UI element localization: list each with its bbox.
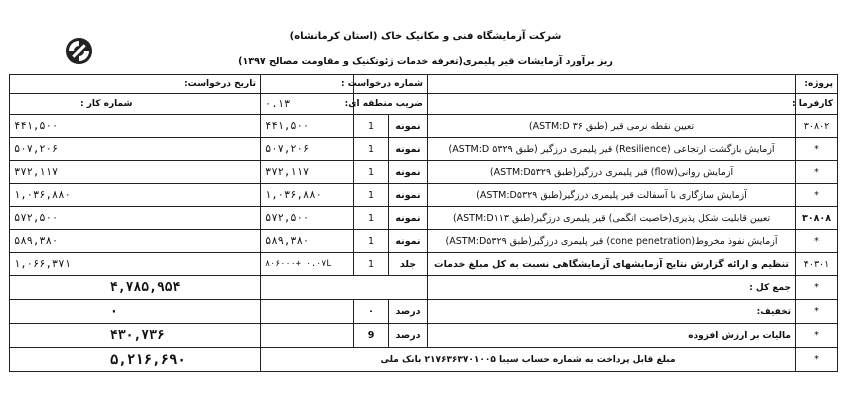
- item-code: *: [796, 184, 838, 207]
- item-unit: نمونه: [389, 207, 428, 230]
- item-qty: 1: [354, 115, 389, 138]
- row-marker: *: [796, 348, 838, 372]
- item-description: آزمایش بازگشت ارتجاعی (Resilience) قیر پلیمری درزگیر (طبق ASTM:D ۵۳۲۹): [428, 138, 796, 161]
- sum-label: جمع کل :: [428, 276, 796, 300]
- info-row-employer: [10, 94, 838, 115]
- info-row-project: [10, 75, 838, 94]
- item-unit-price: ۳۷۲,۱۱۷: [261, 161, 354, 184]
- payable-row: [10, 348, 838, 372]
- item-qty: 1: [354, 253, 389, 276]
- item-qty: 1: [354, 207, 389, 230]
- item-unit: نمونه: [389, 138, 428, 161]
- estimate-table: [9, 74, 838, 372]
- regional-coef-value: ۰.۱۳: [261, 94, 354, 115]
- item-description: آزمایش سازگاری با آسفالت قیر پلیمری درزگیر(طبق ASTM:D۵۳۲۹): [428, 184, 796, 207]
- request-no-label: شماره درخواست :: [354, 75, 428, 94]
- item-code: ۴۰۳۰۱: [796, 253, 838, 276]
- table-row: [10, 115, 838, 138]
- item-total: ۳۷۲,۱۱۷: [10, 161, 261, 184]
- item-description: تنظیم و ارائه گزارش نتایج آزمایشهای آزمایشگاهی نسبت به کل مبلغ خدمات: [428, 253, 796, 276]
- item-description: تعیین نقطه نرمی قیر (طبق ۳۶ ASTM:D): [428, 115, 796, 138]
- vat-value: ۴۳۰,۷۳۶: [10, 324, 261, 348]
- project-label: پروژه:: [796, 75, 838, 94]
- table-row: [10, 184, 838, 207]
- payable-value: ۵,۲۱۶,۶۹۰: [10, 348, 261, 372]
- regional-coef-label: ضریب منطقه ای:: [354, 94, 428, 115]
- item-unit-price: ۵۰۷,۲۰۶: [261, 138, 354, 161]
- row-marker: *: [796, 276, 838, 300]
- table-row: [10, 161, 838, 184]
- sum-row: [10, 276, 838, 300]
- discount-value: ۰: [10, 300, 261, 324]
- empty-cell: [261, 324, 354, 348]
- discount-unit: درصد: [389, 300, 428, 324]
- item-unit-price: ۱,۰۳۶,۸۸۰: [261, 184, 354, 207]
- item-code: *: [796, 138, 838, 161]
- company-title: شرکت آزمایشگاه فنی و مکانیک خاک (استان کرمانشاه): [289, 31, 562, 42]
- discount-qty: ۰: [354, 300, 389, 324]
- vat-row: [10, 324, 838, 348]
- item-code: *: [796, 161, 838, 184]
- discount-row: [10, 300, 838, 324]
- vat-unit: درصد: [389, 324, 428, 348]
- project-value: [428, 75, 796, 94]
- empty-cell: [261, 300, 354, 324]
- table-row: [10, 207, 838, 230]
- row-marker: *: [796, 324, 838, 348]
- item-unit-price: ۵۸۹,۳۸۰: [261, 230, 354, 253]
- item-code: ۳۰۸۰۸: [796, 207, 838, 230]
- item-qty: 1: [354, 184, 389, 207]
- table-row: [10, 230, 838, 253]
- work-no-label: شماره کار :: [10, 94, 261, 115]
- row-marker: *: [796, 300, 838, 324]
- item-unit-price: ۴۴۱,۵۰۰: [261, 115, 354, 138]
- request-no-value: [261, 75, 354, 94]
- item-unit: نمونه: [389, 161, 428, 184]
- item-unit: نمونه: [389, 184, 428, 207]
- document-subtitle: ریز برآورد آزمایشات قیر پلیمری(تعرفه خدمات ژئوتکنیک و مقاومت مصالح ۱۳۹۷): [238, 56, 613, 67]
- item-unit: جلد: [389, 253, 428, 276]
- sum-value: ۴,۷۸۵,۹۵۴: [10, 276, 261, 300]
- item-qty: 1: [354, 161, 389, 184]
- item-total: ۱,۰۶۶,۳۷۱: [10, 253, 261, 276]
- item-code: ۳۰۸۰۲: [796, 115, 838, 138]
- discount-label: تخفیف:: [428, 300, 796, 324]
- request-date-label: تاریخ درخواست:: [10, 75, 261, 94]
- employer-value: [428, 94, 796, 115]
- item-qty: 1: [354, 138, 389, 161]
- item-description: تعیین قابلیت شکل پذیری(خاصیت انگمی) قیر پلیمری درزگیر(طبق ASTM:D۱۱۳): [428, 207, 796, 230]
- item-code: *: [796, 230, 838, 253]
- item-unit-price: ۸۰۶۰۰۰+ ۰.۰۷L: [261, 253, 354, 276]
- table-row: [10, 138, 838, 161]
- item-total: ۴۴۱,۵۰۰: [10, 115, 261, 138]
- table-row: [10, 253, 838, 276]
- item-unit-price: ۵۷۲,۵۰۰: [261, 207, 354, 230]
- payable-label: مبلغ قابل پرداخت به شماره حساب سیبا ۲۱۷۶۳۶۳۷۰۱۰۰۵ بانک ملی: [261, 348, 796, 372]
- item-total: ۵۸۹,۳۸۰: [10, 230, 261, 253]
- employer-label: کارفرما :: [796, 94, 838, 115]
- item-description: آزمایش نفوذ مخروط(cone penetration) قیر پلیمری درزگیر(طبق ASTM:D۵۳۲۹): [428, 230, 796, 253]
- item-total: ۵۰۷,۲۰۶: [10, 138, 261, 161]
- company-logo-icon: [64, 36, 94, 66]
- item-description: آزمایش روانی(flow) قیر پلیمری درزگیر(طبق ASTM:D۵۳۲۹): [428, 161, 796, 184]
- item-total: ۵۷۲,۵۰۰: [10, 207, 261, 230]
- empty-cell: [261, 276, 428, 300]
- item-unit: نمونه: [389, 230, 428, 253]
- item-unit: نمونه: [389, 115, 428, 138]
- item-total: ۱,۰۳۶,۸۸۰: [10, 184, 261, 207]
- vat-label: مالیات بر ارزش افزوده: [428, 324, 796, 348]
- vat-qty: 9: [354, 324, 389, 348]
- item-qty: 1: [354, 230, 389, 253]
